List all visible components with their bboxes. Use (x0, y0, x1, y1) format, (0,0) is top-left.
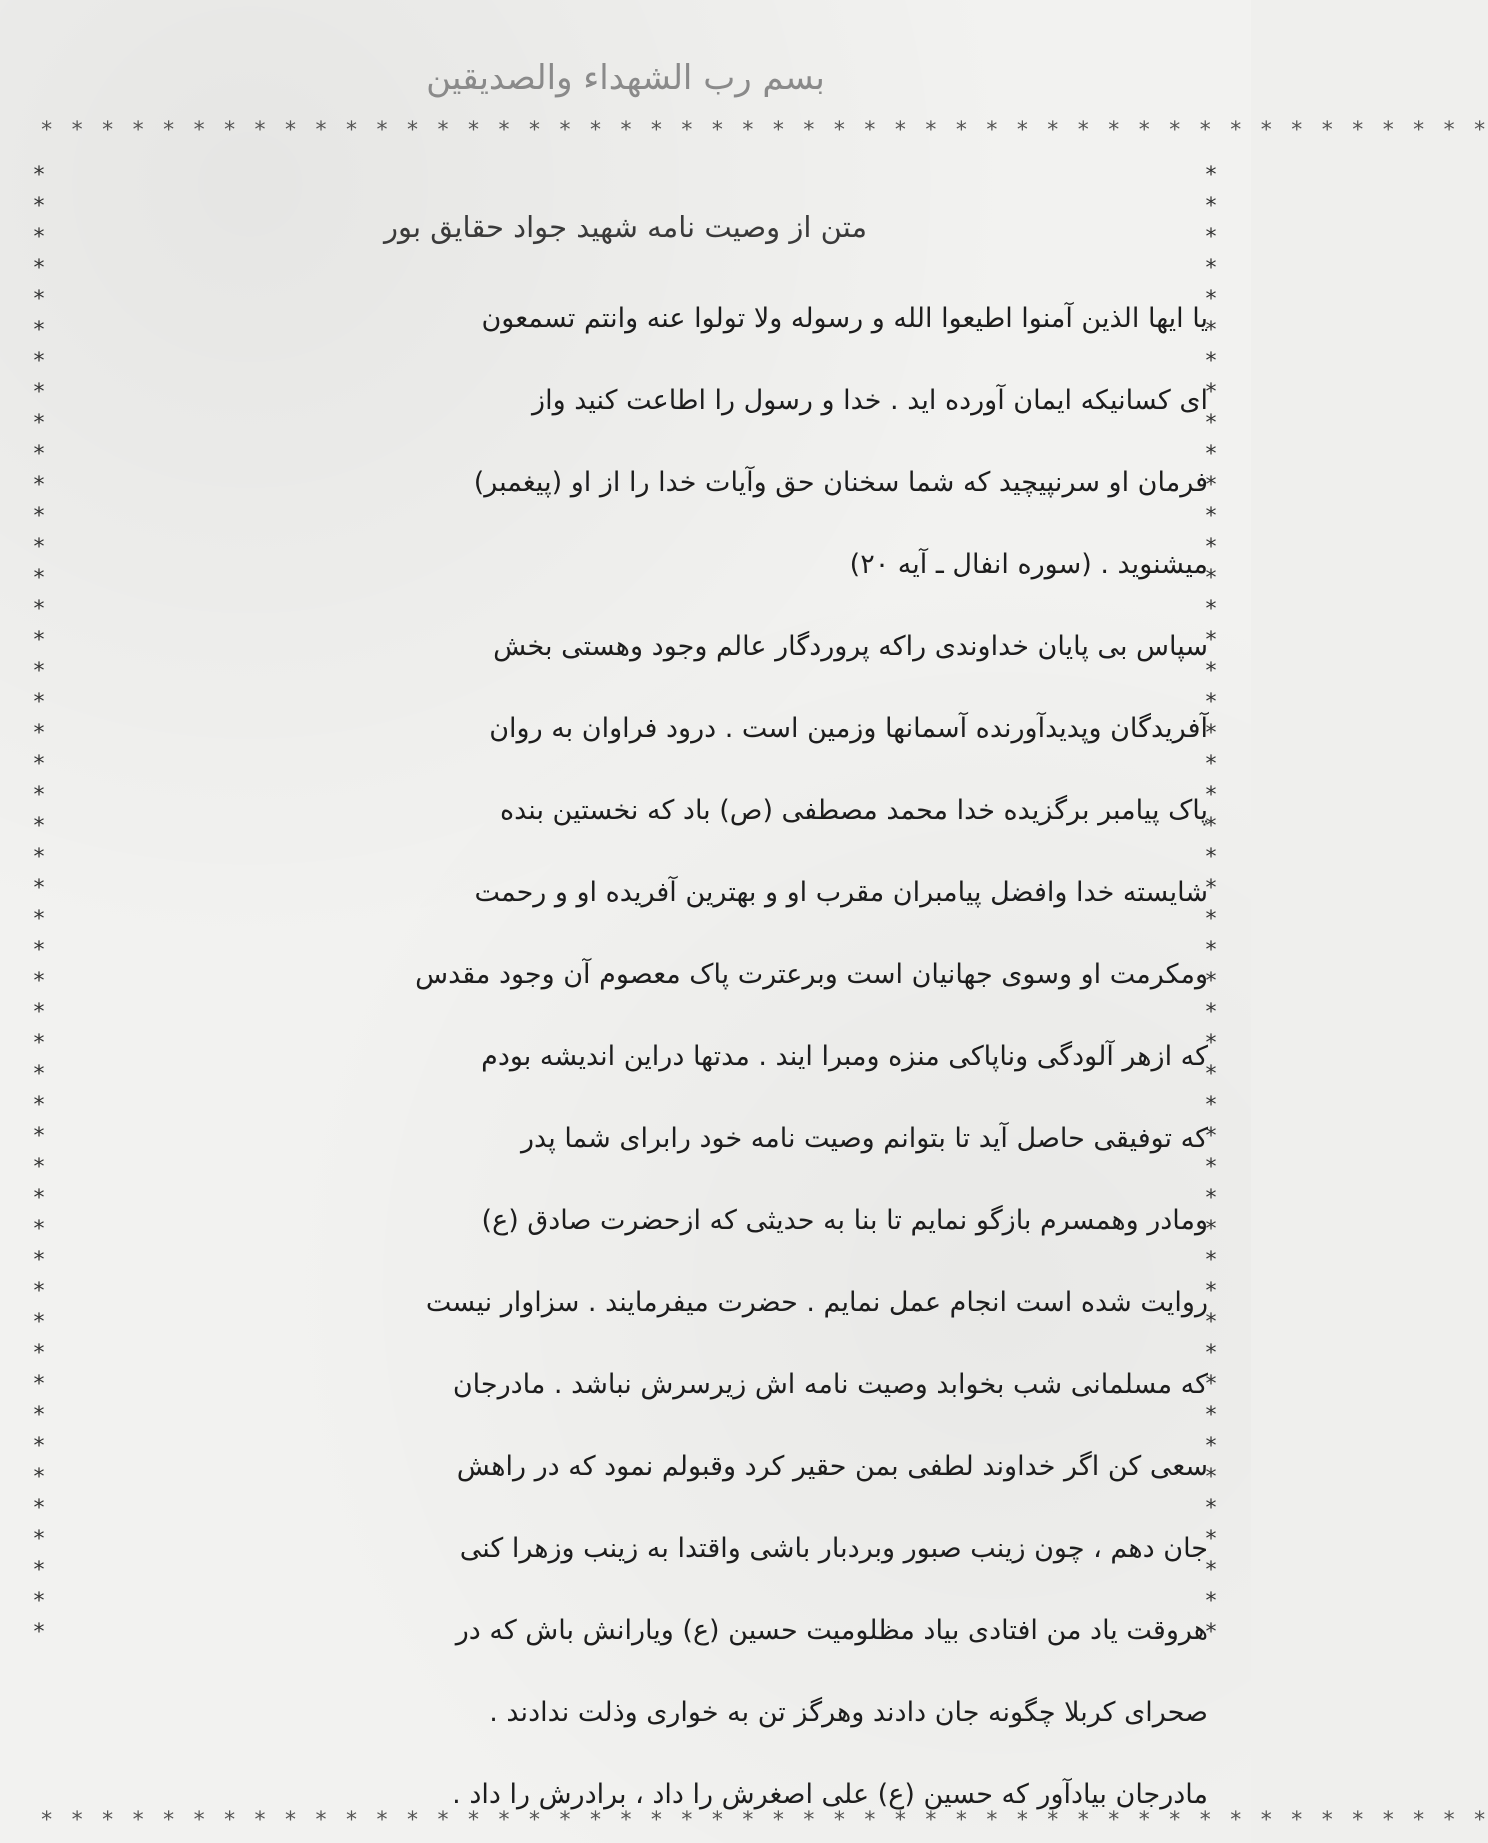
top-star-border: * * * * * * * * * * * * * * * * * * * * * * * * * * * * * * * * * * * * * * * * * * * * * * * * (40, 118, 1488, 143)
body-line: که مسلمانی شب بخوابد وصیت نامه اش زیرسرش نباشد . مادرجان (452, 1369, 1208, 1400)
document-title: متن از وصیت نامه شهید جواد حقایق بور (383, 210, 868, 244)
body-line: سعی کن اگر خداوند لطفی بمن حقیر کرد وقبولم نمود که در راهش (456, 1451, 1208, 1482)
body-line: جان دهم ، چون زینب صبور وبردبار باشی واقتدا به زینب وزهرا کنی (459, 1533, 1208, 1564)
left-star-border: * * * * * * * * * * * * * * * * * * * * * * * * * * * * * * * * * * * * * * * * * * * * * * * * (32, 163, 46, 1645)
bottom-star-border: * * * * * * * * * * * * * * * * * * * * * * * * * * * * * * * * * * * * * * * * * * * * * * * * (40, 1808, 1488, 1833)
document-body (58, 278, 1208, 1836)
body-line: شایسته خدا وافضل پیامبران مقرب او و بهترین آفریده او و رحمت (474, 877, 1208, 908)
right-star-border: * * * * * * * * * * * * * * * * * * * * * * * * * * * * * * * * * * * * * * * * * * * * * * * * (1204, 163, 1218, 1645)
body-line: پاک پیامبر برگزیده خدا محمد مصطفی (ص) باد که نخستین بنده (499, 795, 1208, 826)
body-line: سپاس بی پایان خداوندی راکه پروردگار عالم وجود وهستی بخش (493, 631, 1208, 662)
verse-line: یا ایها الذین آمنوا اطیعوا الله و رسوله ولا تولوا عنه وانتم تسمعون (481, 303, 1208, 334)
body-line: روایت شده است انجام عمل نمایم . حضرت میفرمایند . سزاوار نیست (425, 1287, 1208, 1318)
verse-line: فرمان او سرنپیچید که شما سخنان حق وآیات خدا را از او (پیغمبر) (473, 467, 1208, 498)
body-line: آفریدگان وپدیدآورنده آسمانها وزمین است . درود فراوان به روان (489, 713, 1208, 744)
body-line: ومکرمت او وسوی جهانیان است وبرعترت پاک معصوم آن وجود مقدس (415, 959, 1208, 990)
body-line: مادرجان بیادآور که حسین (ع) علی اصغرش را داد ، برادرش را داد . (452, 1779, 1208, 1810)
bismillah-heading: بسم رب الشهداء والصدیقین (426, 58, 825, 98)
body-line: هروقت یاد من افتادی بیاد مظلومیت حسین (ع) ویارانش باش که در (455, 1615, 1208, 1646)
body-line: ومادر وهمسرم بازگو نمایم تا بنا به حدیثی که ازحضرت صادق (ع) (481, 1205, 1208, 1236)
verse-line: ای کسانیکه ایمان آورده اید . خدا و رسول را اطاعت کنید واز (532, 385, 1208, 416)
body-line: که توفیقی حاصل آید تا بتوانم وصیت نامه خود رابرای شما پدر (521, 1123, 1208, 1154)
verse-line: میشنوید . (سوره انفال ـ آیه ۲۰) (849, 549, 1208, 580)
body-line: که ازهر آلودگی وناپاکی منزه ومبرا ایند . مدتها دراین اندیشه بودم (481, 1041, 1208, 1072)
body-line: صحرای کربلا چگونه جان دادند وهرگز تن به خواری وذلت ندادند . (489, 1697, 1208, 1728)
